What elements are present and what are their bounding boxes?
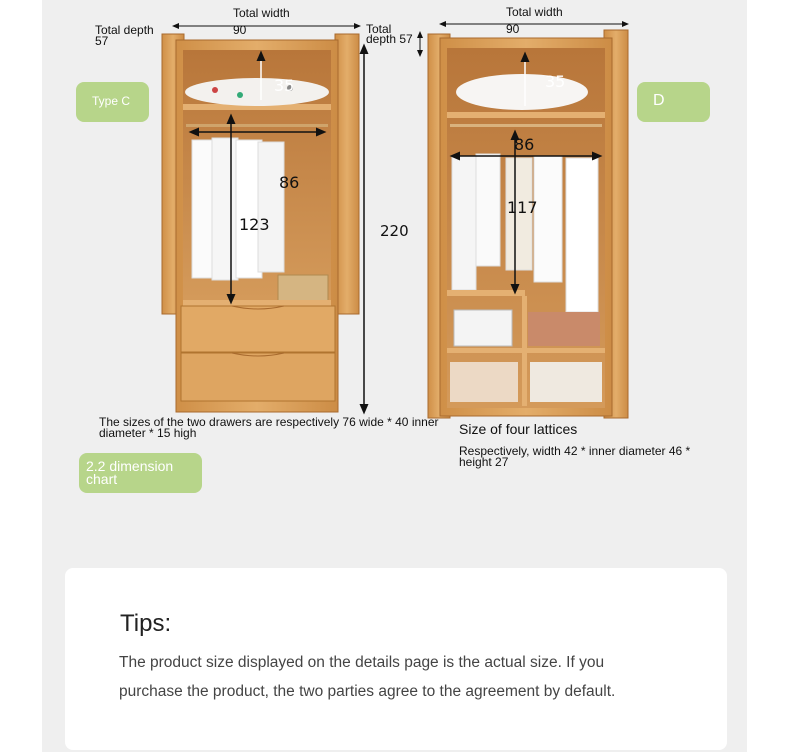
- right-total-width-value: 90: [506, 22, 520, 36]
- right-hanging-height: 117: [507, 198, 538, 217]
- type-d-badge-label: D: [653, 92, 665, 109]
- lattice-title: Size of four lattices: [459, 421, 578, 437]
- type-d-badge: [637, 82, 710, 122]
- left-hanging-height: 123: [239, 215, 270, 234]
- drawer-note-line1: The sizes of the two drawers are respectively 76 wide * 40 inner: [99, 415, 439, 429]
- tips-line1: The product size displayed on the details page is the actual size. If you: [119, 654, 605, 671]
- tips-card: [65, 568, 727, 750]
- drawer-note-line2: diameter * 15 high: [99, 426, 197, 440]
- left-total-depth-value: 57: [95, 34, 109, 48]
- left-shelf-height: 35: [274, 76, 295, 95]
- dimension-chart-badge-line1: 2.2 dimension: [86, 458, 174, 474]
- left-total-depth-label: Total depth: [95, 23, 154, 37]
- left-total-width-label: Total width: [233, 6, 290, 20]
- total-height-value: 220: [380, 222, 409, 240]
- dimension-chart-badge: [79, 453, 202, 493]
- left-rod-width: 86: [279, 173, 300, 192]
- mid-total-depth-label: Total: [366, 22, 392, 36]
- type-c-badge: [76, 82, 149, 122]
- lattice-note-line2: height 27: [459, 455, 509, 469]
- dimension-chart-badge-line2: chart: [86, 471, 118, 487]
- right-total-width-label: Total width: [506, 5, 563, 19]
- type-c-badge-label: Type C: [92, 94, 131, 108]
- wardrobe-type-d-image: [420, 24, 628, 418]
- right-shelf-height: 35: [545, 72, 566, 91]
- right-rod-width: 86: [514, 135, 535, 154]
- tips-line2: purchase the product, the two parties agree to the agreement by default.: [119, 683, 616, 700]
- lattice-note-line1: Respectively, width 42 * inner diameter 46 *: [459, 444, 691, 458]
- left-total-width-value: 90: [233, 23, 247, 37]
- mid-total-depth-value: depth 57: [366, 32, 413, 46]
- tips-title: Tips:: [120, 610, 172, 637]
